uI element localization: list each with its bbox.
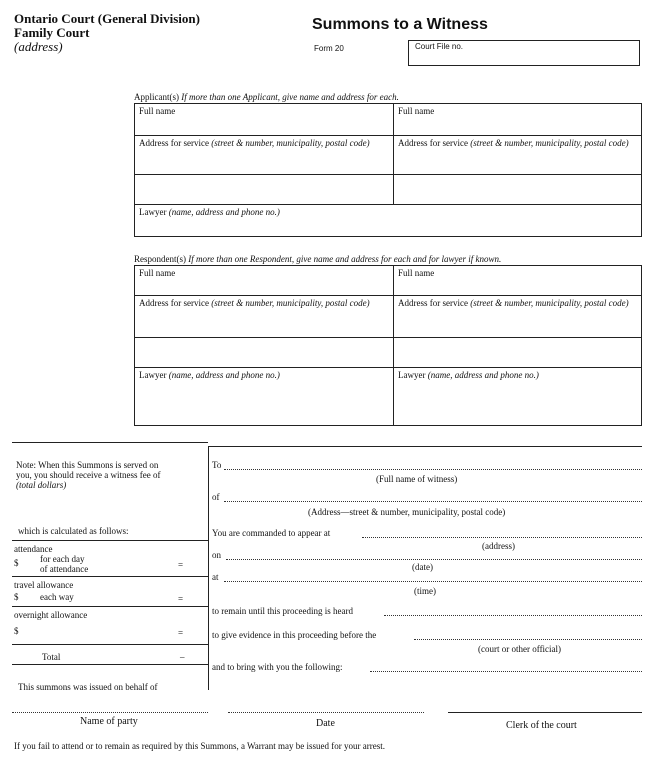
date-label: Date [316, 718, 335, 729]
fee-line-5 [12, 664, 208, 665]
fee-line-1 [12, 540, 208, 541]
clerk-signature-line[interactable] [448, 712, 642, 713]
respondent-lawyer-1[interactable]: Lawyer (name, address and phone no.) [135, 368, 394, 426]
overnight-label: overnight allowance [14, 610, 88, 620]
appear-address-line[interactable] [362, 537, 642, 538]
fee-note: Note: When this Summons is served on you, you should receive a witness fee of (total dollars) [16, 460, 161, 490]
respondent-full-name-1[interactable]: Full name [135, 266, 394, 296]
total-dash: – [180, 652, 185, 662]
court-official-caption: (court or other official) [478, 644, 562, 654]
respondent-heading: Respondent(s) If more than one Respondent, give name and address for each and for lawyer if known. [134, 254, 502, 264]
respondent-lawyer-2[interactable]: Lawyer (name, address and phone no.) [394, 368, 642, 426]
remain-label: to remain until this proceeding is heard [212, 606, 353, 616]
time-caption: (time) [414, 586, 436, 596]
respondent-address-1b[interactable] [135, 338, 394, 368]
fee-line-4 [12, 644, 208, 645]
remain-line[interactable] [384, 615, 642, 616]
column-divider [208, 446, 209, 690]
divider-left [12, 442, 208, 443]
travel-dollar: $ [14, 592, 19, 602]
date-caption: (date) [412, 562, 433, 572]
evidence-label: to give evidence in this proceeding before the [212, 630, 377, 640]
date-line[interactable] [226, 559, 642, 560]
bring-label: and to bring with you the following: [212, 662, 343, 672]
attendance-sub: for each day of attendance [40, 554, 89, 574]
overnight-dollar: $ [14, 626, 19, 636]
divider-right [208, 446, 642, 447]
respondent-address-2b[interactable] [394, 338, 642, 368]
attendance-dollar: $ [14, 558, 19, 568]
form-title: Summons to a Witness [312, 16, 488, 33]
court-file-label: Court File no. [415, 42, 464, 51]
applicant-heading: Applicant(s) If more than one Applicant, give name and address for each. [134, 92, 399, 102]
witness-address-line[interactable] [224, 501, 642, 502]
warning-text: If you fail to attend or to remain as required by this Summons, a Warrant may be issued for your arrest. [14, 741, 386, 751]
issued-label: This summons was issued on behalf of [18, 682, 158, 692]
court-file-box[interactable] [408, 40, 640, 66]
date-signature-line[interactable] [228, 712, 424, 713]
applicant-full-name-1[interactable]: Full name [135, 104, 394, 136]
of-label: of [212, 492, 220, 502]
witness-name-caption: (Full name of witness) [376, 474, 458, 484]
witness-address-caption: (Address—street & number, municipality, postal code) [308, 507, 506, 517]
respondent-table [134, 265, 642, 426]
applicant-address-1b[interactable] [135, 175, 394, 205]
respondent-address-2[interactable]: Address for service (street & number, municipality, postal code) [394, 296, 642, 338]
applicant-address-1[interactable]: Address for service (street & number, municipality, postal code) [135, 136, 394, 175]
fee-line-3 [12, 606, 208, 607]
court-division: Family Court [14, 25, 90, 40]
appear-address-caption: (address) [482, 541, 515, 551]
witness-name-line[interactable] [224, 469, 642, 470]
travel-label: travel allowance [14, 580, 74, 590]
overnight-equals: = [178, 628, 184, 638]
total-label: Total [42, 652, 61, 662]
attendance-label: attendance [14, 544, 53, 554]
evidence-line[interactable] [414, 639, 642, 640]
applicant-full-name-2[interactable]: Full name [394, 104, 642, 136]
court-address: (address) [14, 39, 63, 54]
commanded-label: You are commanded to appear at [212, 528, 331, 538]
travel-equals: = [178, 594, 184, 604]
bring-line[interactable] [370, 671, 642, 672]
fee-line-2 [12, 576, 208, 577]
applicant-address-2b[interactable] [394, 175, 642, 205]
to-label: To [212, 460, 222, 470]
on-label: on [212, 550, 221, 560]
respondent-address-1[interactable]: Address for service (street & number, municipality, postal code) [135, 296, 394, 338]
attendance-equals: = [178, 560, 184, 570]
court-name: Ontario Court (General Division) [14, 11, 200, 26]
travel-sub: each way [40, 592, 74, 602]
at-label: at [212, 572, 219, 582]
party-signature-line[interactable] [12, 712, 208, 713]
respondent-full-name-2[interactable]: Full name [394, 266, 642, 296]
clerk-label: Clerk of the court [506, 720, 577, 731]
applicant-table [134, 103, 642, 237]
applicant-address-2[interactable]: Address for service (street & number, municipality, postal code) [394, 136, 642, 175]
fee-calc-label: which is calculated as follows: [18, 526, 129, 536]
applicant-lawyer[interactable]: Lawyer (name, address and phone no.) [135, 205, 642, 237]
name-of-party-label: Name of party [80, 716, 138, 727]
form-number: Form 20 [314, 44, 344, 53]
time-line[interactable] [224, 581, 642, 582]
